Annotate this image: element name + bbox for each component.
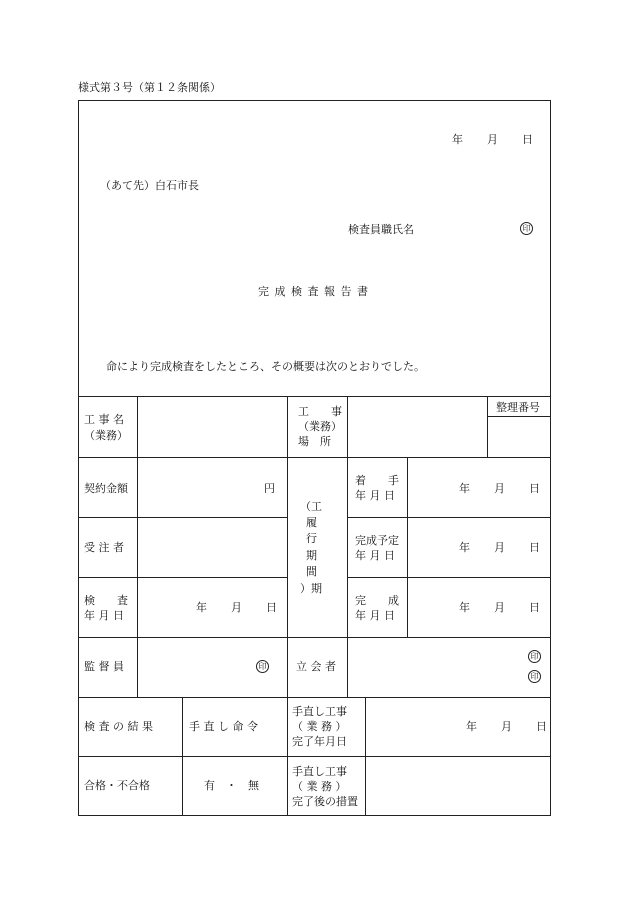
vrule-date-col (407, 457, 408, 637)
label-witness: 立 会 者 (296, 660, 336, 673)
rule-row-3-left (78, 577, 287, 578)
inspector-label: 検査員職氏名 (348, 223, 414, 236)
label-contract-amount: 契約金額 (84, 482, 128, 495)
label-project-name-sub: （業務） (84, 429, 128, 442)
label-planned-date: 年 月 日 (355, 549, 395, 562)
witness-seal-2-icon: 印 (528, 670, 541, 683)
form-id: 様式第３号（第１２条関係） (78, 81, 221, 94)
vrule-right-label-col (347, 396, 348, 697)
yen-unit: 円 (264, 482, 275, 495)
label-inspection: 検 査 (84, 594, 128, 607)
rule-row-1 (78, 457, 551, 458)
correction-day: 日 (536, 720, 547, 733)
correction-year: 年 (466, 720, 477, 733)
label-correction-done-3: 完了年月日 (292, 735, 347, 748)
label-after-2: （ 業 務 ） (292, 780, 347, 793)
label-start: 着 手 (355, 474, 399, 487)
rule-row-4 (78, 637, 551, 638)
start-month: 月 (494, 482, 505, 495)
inspection-day: 日 (266, 601, 277, 614)
rule-row-2-right (347, 517, 551, 518)
label-after-3: 完了後の措置 (292, 795, 358, 808)
label-correction-done-2: （ 業 務 ） (292, 720, 347, 733)
date-year: 年 (452, 133, 463, 146)
label-period-1: （工 (300, 500, 322, 513)
start-day: 日 (529, 482, 540, 495)
date-day: 日 (522, 133, 533, 146)
rule-row-6 (78, 756, 551, 757)
supervisor-seal-icon: 印 (256, 660, 269, 673)
completion-year: 年 (459, 601, 470, 614)
label-period-4: 期 (306, 549, 317, 562)
planned-month: 月 (494, 541, 505, 554)
vrule-label-col (137, 396, 138, 697)
intro-text: 命により完成検査をしたところ、その概要は次のとおりでした。 (106, 360, 425, 373)
pass-fail: 合格・不合格 (84, 779, 150, 792)
document-title: 完 成 検 査 報 告 書 (258, 285, 369, 298)
witness-seal-1-icon: 印 (528, 650, 541, 663)
completion-month: 月 (494, 601, 505, 614)
rule-serial-no (487, 416, 551, 417)
label-after-1: 手直し工事 (292, 765, 347, 778)
rule-row-2-left (78, 517, 287, 518)
start-year: 年 (459, 482, 470, 495)
label-period-6: ）期 (300, 582, 322, 595)
label-inspection-date: 年 月 日 (84, 609, 124, 622)
label-project-name: 工 事 名 (84, 413, 124, 426)
label-start-date: 年 月 日 (355, 489, 395, 502)
label-location: 工 事 (298, 405, 342, 418)
label-supervisor: 監 督 員 (84, 660, 124, 673)
vrule-result-col (182, 697, 183, 816)
date-month: 月 (487, 133, 498, 146)
label-period-3: 行 (306, 532, 317, 545)
label-completion-date: 年 月 日 (355, 609, 395, 622)
label-location-sub: （業務） (298, 420, 342, 433)
label-planned: 完成予定 (355, 534, 399, 547)
label-contractor: 受 注 者 (84, 541, 124, 554)
label-correction-done-1: 手直し工事 (292, 705, 347, 718)
planned-year: 年 (459, 541, 470, 554)
label-correction-order: 手 直 し 命 令 (189, 720, 258, 733)
correction-month: 月 (501, 720, 512, 733)
rule-row-3-right (347, 577, 551, 578)
label-result: 検 査 の 結 果 (84, 720, 153, 733)
inspector-seal-icon: 印 (520, 222, 533, 235)
label-period-5: 間 (306, 565, 317, 578)
inspection-month: 月 (231, 601, 242, 614)
vrule-serial-col (487, 396, 488, 457)
completion-day: 日 (529, 601, 540, 614)
planned-day: 日 (529, 541, 540, 554)
label-location-place: 場 所 (298, 435, 331, 448)
label-period-2: 履 (306, 516, 317, 529)
vrule-mid-col (287, 396, 288, 816)
yes-no: 有 ・ 無 (204, 779, 259, 792)
vrule-correction-col (365, 697, 366, 816)
rule-row-5 (78, 697, 551, 698)
addressee: （あて先）白石市長 (100, 179, 199, 192)
label-serial-no: 整理番号 (496, 401, 540, 414)
rule-table-top (78, 396, 551, 397)
inspection-year: 年 (196, 601, 207, 614)
label-completion: 完 成 (355, 594, 399, 607)
